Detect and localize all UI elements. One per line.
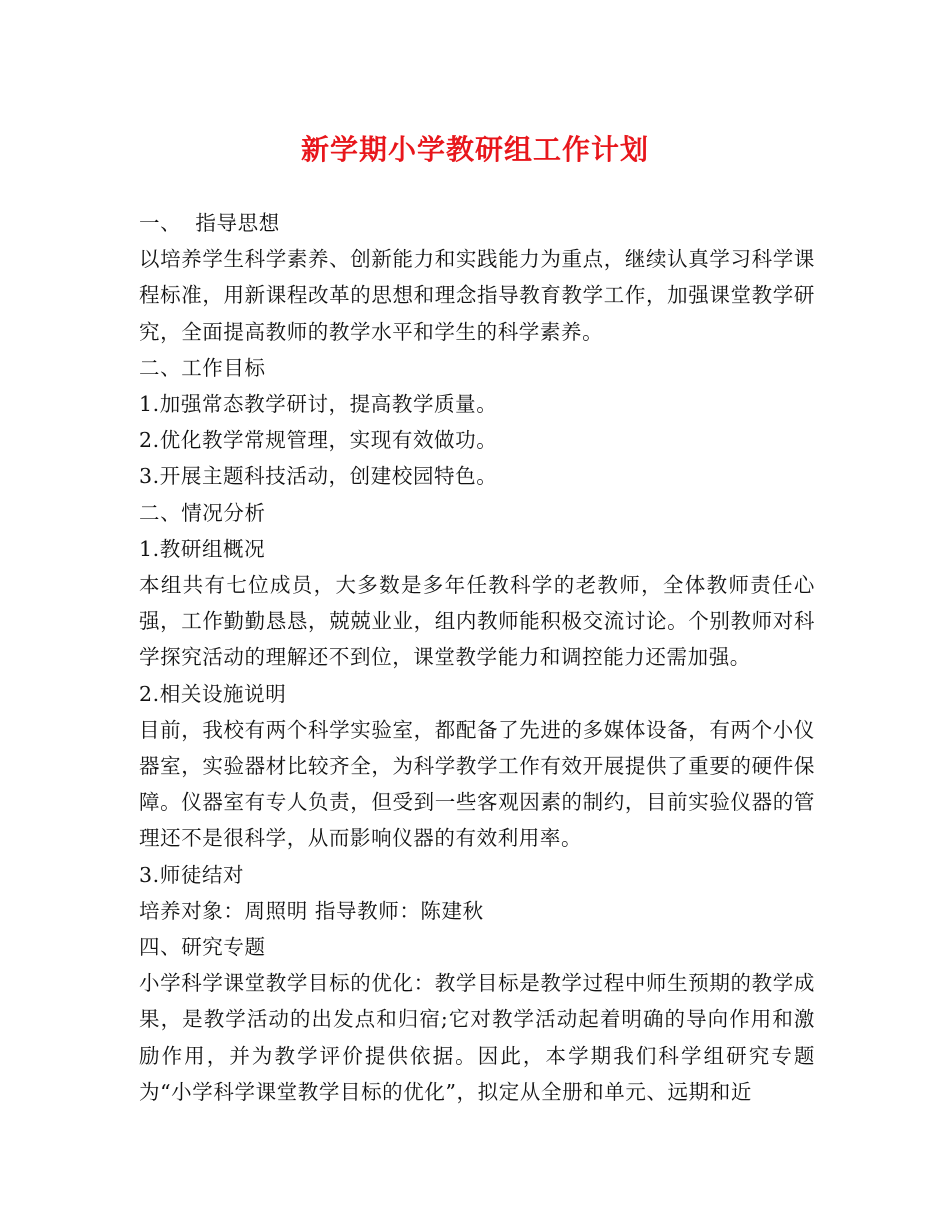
goal-item-3: 3.开展主题科技活动，创建校园特色。 <box>139 464 498 489</box>
section-heading-research-topic: 四、研究专题 <box>139 935 266 960</box>
paragraph-facilities: 目前，我校有两个科学实验室，都配备了先进的多媒体设备，有两个小仪器室，实验器材比较齐全，为科学教学工作有效开展提供了重要的硬件保障。仪器室有专人负责，但受到一些客观因素的制约，目前实验仪器的管理还不是很科学，从而影响仪器的有效利用率。 <box>139 717 815 851</box>
paragraph-guiding-ideology: 以培养学生科学素养、创新能力和实践能力为重点，继续认真学习科学课程标准，用新课程改革的思想和理念指导教育教学工作，加强课堂教学研究，全面提高教师的教学水平和学生的科学素养。 <box>139 247 815 344</box>
section-heading-work-goals: 二、工作目标 <box>139 355 266 380</box>
section-heading-guiding-ideology: 一、 指导思想 <box>139 211 280 235</box>
goal-item-1: 1.加强常态教学研讨，提高教学质量。 <box>139 392 498 417</box>
subheading-mentorship: 3.师徒结对 <box>139 862 245 887</box>
goal-item-2: 2.优化教学常规管理，实现有效做功。 <box>139 428 498 453</box>
paragraph-group-overview: 本组共有七位成员，大多数是多年任教科学的老教师，全体教师责任心强，工作勤勤恳恳，兢兢业业，组内教师能积极交流讨论。个别教师对科学探究活动的理解还不到位，课堂教学能力和调控能力还需加强。 <box>139 573 815 670</box>
subheading-group-overview: 1.教研组概况 <box>139 536 266 561</box>
paragraph-mentorship: 培养对象：周照明 指导教师：陈建秋 <box>139 898 484 923</box>
subheading-facilities: 2.相关设施说明 <box>139 681 287 706</box>
paragraph-research-topic: 小学科学课堂教学目标的优化：教学目标是教学过程中师生预期的教学成果，是教学活动的出发点和归宿;它对教学活动起着明确的导向作用和激励作用，并为教学评价提供依据。因此，本学期我们科学组研究专题为“小学科学课堂教学目标的优化”，拟定从全册和单元、远期和近 <box>139 971 815 1104</box>
section-heading-situation-analysis: 二、情况分析 <box>139 500 266 525</box>
document-title: 新学期小学教研组工作计划 <box>300 133 649 166</box>
document-body <box>139 205 815 1110</box>
